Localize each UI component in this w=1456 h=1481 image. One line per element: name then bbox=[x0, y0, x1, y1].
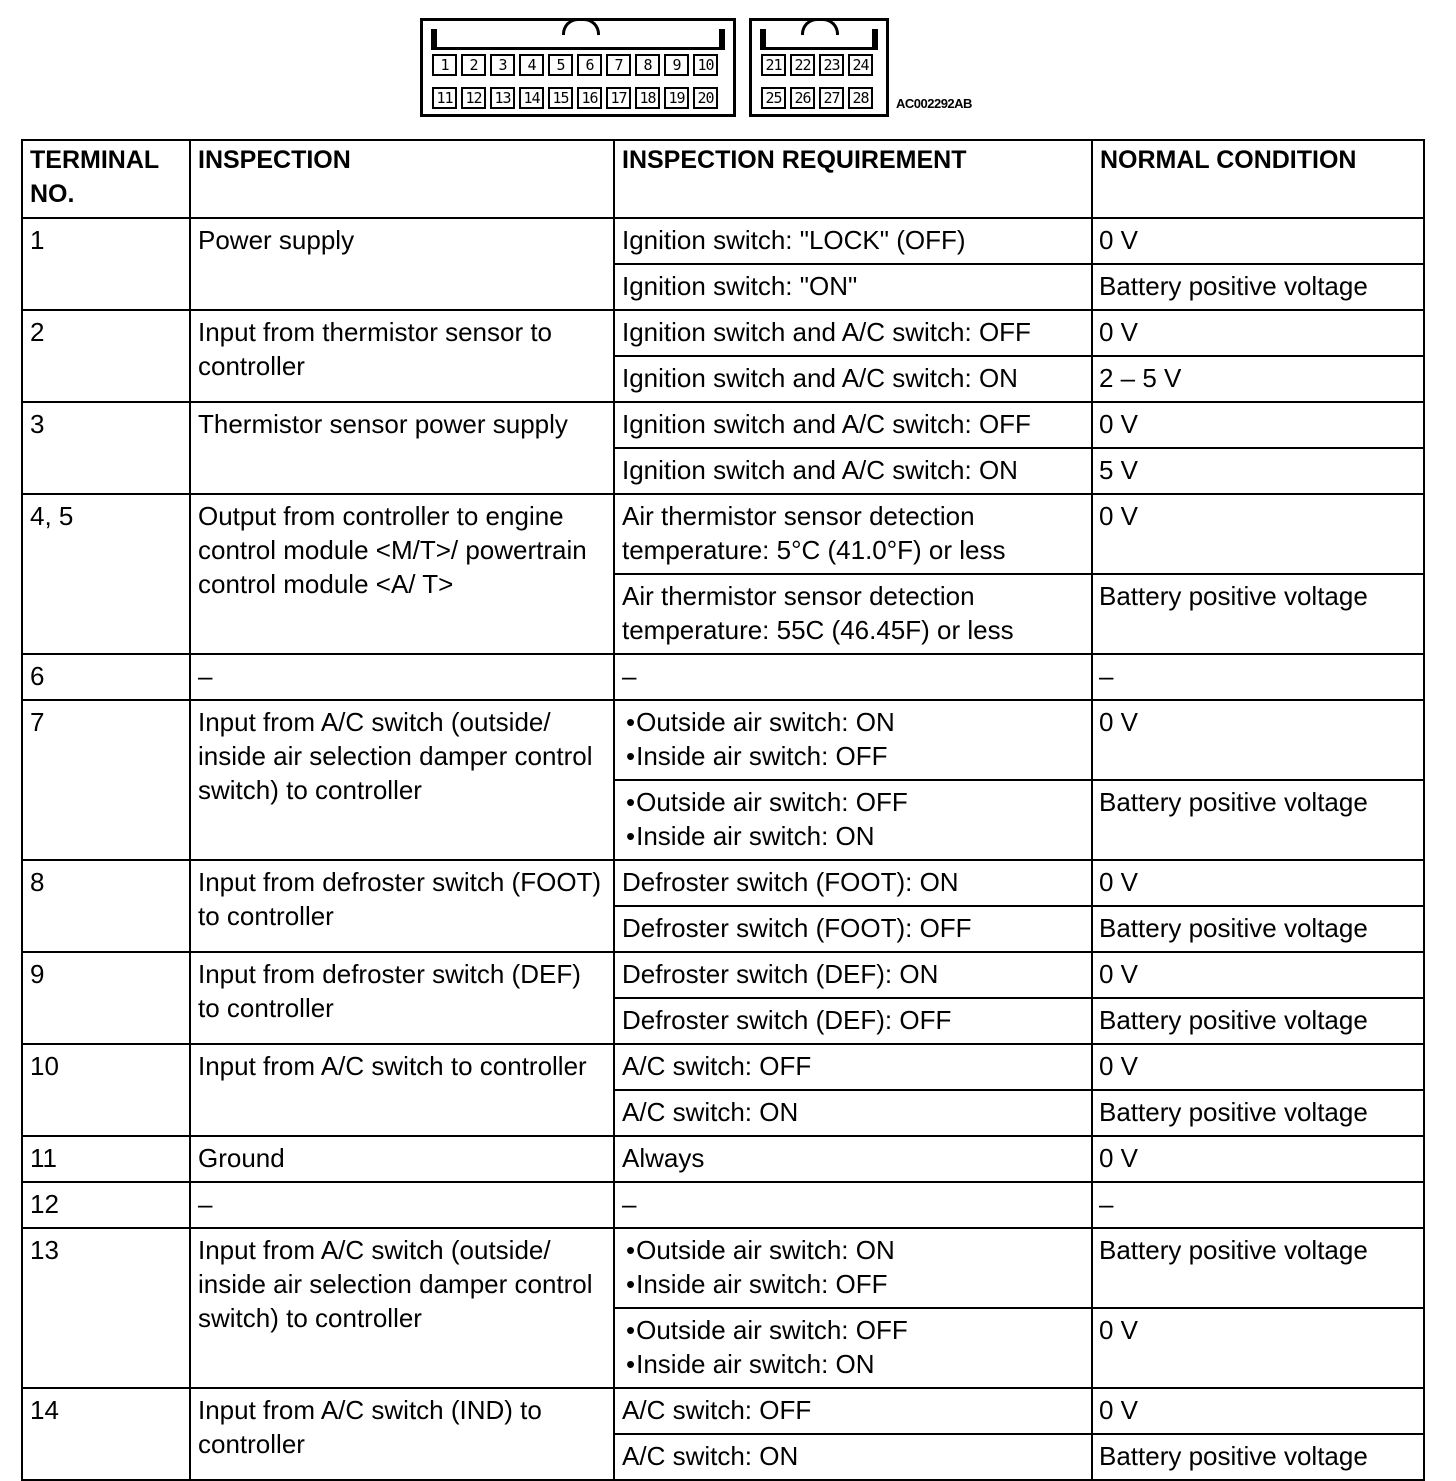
table-row bbox=[22, 700, 1424, 780]
connector-pin: 21 bbox=[761, 54, 786, 76]
requirement-cell: A/C switch: OFF bbox=[614, 1044, 1092, 1090]
connector-post bbox=[872, 29, 878, 47]
normal-condition-cell: – bbox=[1092, 654, 1424, 700]
pin-row-upper bbox=[432, 54, 722, 76]
requirement-cell: A/C switch: OFF bbox=[614, 1388, 1092, 1434]
connector-pin: 23 bbox=[819, 54, 844, 76]
requirement-bullet: • Inside air switch: ON bbox=[622, 819, 1084, 853]
terminal-number-cell: 8 bbox=[22, 860, 190, 952]
inspection-cell: Input from thermistor sensor to controller bbox=[190, 310, 614, 402]
connector-block-a bbox=[420, 18, 736, 117]
normal-condition-cell: 0 V bbox=[1092, 700, 1424, 780]
connector-post bbox=[719, 29, 725, 47]
header-inspection-requirement: INSPECTION REQUIREMENT bbox=[614, 140, 1092, 218]
inspection-cell: Input from A/C switch to controller bbox=[190, 1044, 614, 1136]
normal-condition-cell: 0 V bbox=[1092, 1388, 1424, 1434]
requirement-cell: Ignition switch: "LOCK" (OFF) bbox=[614, 218, 1092, 264]
normal-condition-cell: – bbox=[1092, 1182, 1424, 1228]
connector-pin: 27 bbox=[819, 87, 844, 109]
connector-pin: 9 bbox=[664, 54, 689, 76]
terminal-number-cell: 12 bbox=[22, 1182, 190, 1228]
normal-condition-cell: 0 V bbox=[1092, 310, 1424, 356]
connector-pin: 18 bbox=[635, 87, 660, 109]
terminal-number-cell: 6 bbox=[22, 654, 190, 700]
pin-row-lower bbox=[432, 87, 722, 109]
connector-pin: 15 bbox=[548, 87, 573, 109]
requirement-cell: Defroster switch (DEF): OFF bbox=[614, 998, 1092, 1044]
terminal-number-cell: 11 bbox=[22, 1136, 190, 1182]
requirement-cell: A/C switch: ON bbox=[614, 1434, 1092, 1480]
pin-row-lower bbox=[761, 87, 877, 109]
terminal-number-cell: 14 bbox=[22, 1388, 190, 1480]
terminal-number-cell: 3 bbox=[22, 402, 190, 494]
requirement-bullet: • Outside air switch: ON bbox=[622, 1233, 1084, 1267]
terminal-inspection-table bbox=[21, 139, 1425, 1481]
normal-condition-cell: 0 V bbox=[1092, 1044, 1424, 1090]
figure-code: AC002292AB bbox=[896, 96, 972, 111]
connector-pin: 1 bbox=[432, 54, 457, 76]
connector-pin: 5 bbox=[548, 54, 573, 76]
connector-pin: 4 bbox=[519, 54, 544, 76]
requirement-bullet: • Inside air switch: OFF bbox=[622, 1267, 1084, 1301]
inspection-cell: Power supply bbox=[190, 218, 614, 310]
terminal-number-cell: 4, 5 bbox=[22, 494, 190, 654]
connector-pin: 2 bbox=[461, 54, 486, 76]
requirement-cell: Ignition switch and A/C switch: ON bbox=[614, 448, 1092, 494]
normal-condition-cell: Battery positive voltage bbox=[1092, 1434, 1424, 1480]
header-terminal-no: TERMINAL NO. bbox=[22, 140, 190, 218]
requirement-cell bbox=[614, 780, 1092, 860]
connector-pin: 6 bbox=[577, 54, 602, 76]
connector-pin: 7 bbox=[606, 54, 631, 76]
requirement-cell: Ignition switch and A/C switch: OFF bbox=[614, 402, 1092, 448]
terminal-number-cell: 13 bbox=[22, 1228, 190, 1388]
inspection-cell: Input from A/C switch (outside/ inside air selection damper control switch) to controller bbox=[190, 700, 614, 860]
terminal-number-cell: 1 bbox=[22, 218, 190, 310]
table-row bbox=[22, 1136, 1424, 1182]
requirement-bullet: • Inside air switch: OFF bbox=[622, 739, 1084, 773]
requirement-cell: Ignition switch and A/C switch: ON bbox=[614, 356, 1092, 402]
table-header-row bbox=[22, 140, 1424, 218]
normal-condition-cell: 0 V bbox=[1092, 402, 1424, 448]
terminal-number-cell: 9 bbox=[22, 952, 190, 1044]
normal-condition-cell: 0 V bbox=[1092, 952, 1424, 998]
connector-pin: 13 bbox=[490, 87, 515, 109]
connector-pin: 11 bbox=[432, 87, 457, 109]
connector-pin: 10 bbox=[693, 54, 718, 76]
table-row bbox=[22, 1228, 1424, 1308]
table-row bbox=[22, 1388, 1424, 1434]
inspection-cell: Input from A/C switch (IND) to controller bbox=[190, 1388, 614, 1480]
inspection-cell: Thermistor sensor power supply bbox=[190, 402, 614, 494]
requirement-cell: – bbox=[614, 654, 1092, 700]
connector-pin: 28 bbox=[848, 87, 873, 109]
inspection-cell: Ground bbox=[190, 1136, 614, 1182]
normal-condition-cell: 2 – 5 V bbox=[1092, 356, 1424, 402]
header-normal-condition: NORMAL CONDITION bbox=[1092, 140, 1424, 218]
table-row bbox=[22, 1044, 1424, 1090]
table-row bbox=[22, 310, 1424, 356]
normal-condition-cell: Battery positive voltage bbox=[1092, 1228, 1424, 1308]
requirement-bullet: • Outside air switch: OFF bbox=[622, 785, 1084, 819]
normal-condition-cell: 0 V bbox=[1092, 1136, 1424, 1182]
requirement-cell: Defroster switch (FOOT): OFF bbox=[614, 906, 1092, 952]
table-row bbox=[22, 218, 1424, 264]
normal-condition-cell: 0 V bbox=[1092, 860, 1424, 906]
table-row bbox=[22, 1182, 1424, 1228]
connector-pin: 22 bbox=[790, 54, 815, 76]
connector-pin: 14 bbox=[519, 87, 544, 109]
header-inspection: INSPECTION bbox=[190, 140, 614, 218]
connector-pin: 26 bbox=[790, 87, 815, 109]
connector-pin: 19 bbox=[664, 87, 689, 109]
table-body bbox=[22, 218, 1424, 1480]
requirement-cell: Ignition switch and A/C switch: OFF bbox=[614, 310, 1092, 356]
requirement-cell bbox=[614, 1308, 1092, 1388]
requirement-cell: Air thermistor sensor detection temperature: 55C (46.45F) or less bbox=[614, 574, 1092, 654]
pin-row-upper bbox=[761, 54, 877, 76]
inspection-cell: – bbox=[190, 1182, 614, 1228]
normal-condition-cell: Battery positive voltage bbox=[1092, 1090, 1424, 1136]
connector-pin: 17 bbox=[606, 87, 631, 109]
table-row bbox=[22, 952, 1424, 998]
table-row bbox=[22, 654, 1424, 700]
connector-pin: 24 bbox=[848, 54, 873, 76]
inspection-cell: Output from controller to engine control module <M/T>/ powertrain control module <A/ T> bbox=[190, 494, 614, 654]
terminal-number-cell: 2 bbox=[22, 310, 190, 402]
requirement-bullet: • Inside air switch: ON bbox=[622, 1347, 1084, 1381]
requirement-cell bbox=[614, 700, 1092, 780]
requirement-cell: Always bbox=[614, 1136, 1092, 1182]
requirement-cell bbox=[614, 1228, 1092, 1308]
normal-condition-cell: Battery positive voltage bbox=[1092, 264, 1424, 310]
terminal-number-cell: 7 bbox=[22, 700, 190, 860]
terminal-number-cell: 10 bbox=[22, 1044, 190, 1136]
requirement-bullet: • Outside air switch: ON bbox=[622, 705, 1084, 739]
requirement-cell: Defroster switch (DEF): ON bbox=[614, 952, 1092, 998]
connector-post bbox=[760, 29, 766, 47]
table-row bbox=[22, 402, 1424, 448]
normal-condition-cell: Battery positive voltage bbox=[1092, 906, 1424, 952]
inspection-cell: Input from A/C switch (outside/ inside air selection damper control switch) to controller bbox=[190, 1228, 614, 1388]
connector-pin: 25 bbox=[761, 87, 786, 109]
connector-latch bbox=[562, 18, 600, 35]
requirement-cell: A/C switch: ON bbox=[614, 1090, 1092, 1136]
normal-condition-cell: 0 V bbox=[1092, 1308, 1424, 1388]
requirement-cell: Ignition switch: "ON" bbox=[614, 264, 1092, 310]
connector-pin: 12 bbox=[461, 87, 486, 109]
table-row bbox=[22, 494, 1424, 574]
table-row bbox=[22, 860, 1424, 906]
normal-condition-cell: Battery positive voltage bbox=[1092, 998, 1424, 1044]
normal-condition-cell: Battery positive voltage bbox=[1092, 574, 1424, 654]
connector-pin: 3 bbox=[490, 54, 515, 76]
requirement-cell: – bbox=[614, 1182, 1092, 1228]
inspection-cell: Input from defroster switch (FOOT) to controller bbox=[190, 860, 614, 952]
requirement-cell: Defroster switch (FOOT): ON bbox=[614, 860, 1092, 906]
connector-post bbox=[431, 29, 437, 47]
connector-pin: 20 bbox=[693, 87, 718, 109]
connector-latch bbox=[801, 18, 839, 35]
requirement-bullet: • Outside air switch: OFF bbox=[622, 1313, 1084, 1347]
normal-condition-cell: 0 V bbox=[1092, 218, 1424, 264]
normal-condition-cell: 5 V bbox=[1092, 448, 1424, 494]
normal-condition-cell: 0 V bbox=[1092, 494, 1424, 574]
requirement-cell: Air thermistor sensor detection temperature: 5°C (41.0°F) or less bbox=[614, 494, 1092, 574]
inspection-cell: – bbox=[190, 654, 614, 700]
connector-pin: 8 bbox=[635, 54, 660, 76]
connector-block-b bbox=[749, 18, 889, 117]
connector-pin: 16 bbox=[577, 87, 602, 109]
normal-condition-cell: Battery positive voltage bbox=[1092, 780, 1424, 860]
inspection-cell: Input from defroster switch (DEF) to controller bbox=[190, 952, 614, 1044]
